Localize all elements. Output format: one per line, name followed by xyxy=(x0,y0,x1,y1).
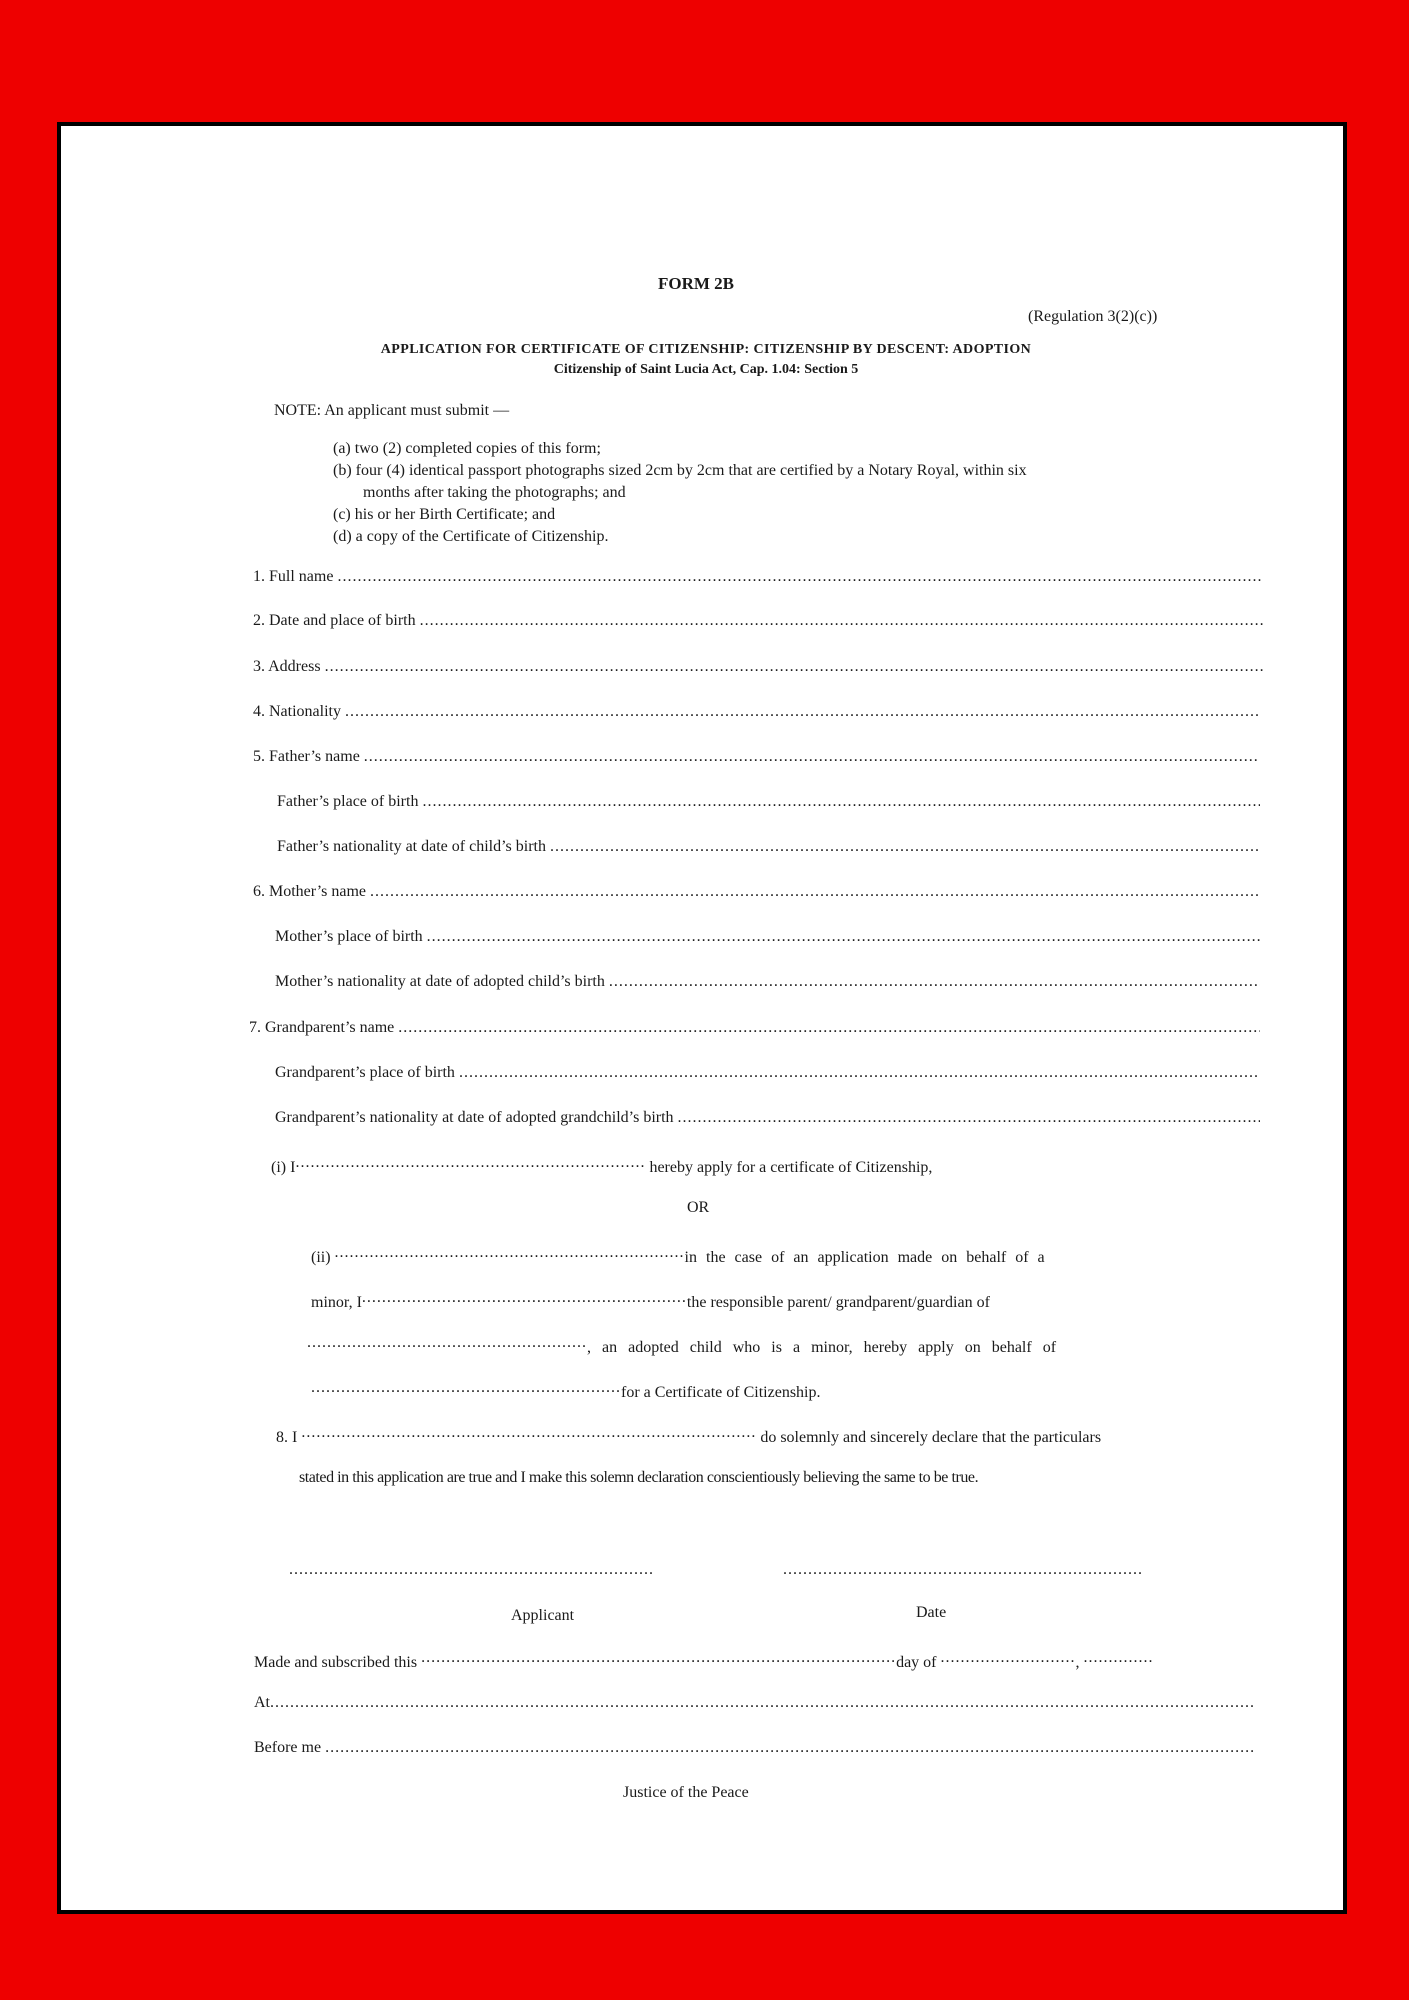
application-option-ii xyxy=(311,1244,1191,1267)
note-intro: NOTE: An applicant must submit — xyxy=(274,402,510,419)
adopted-child-line xyxy=(307,1334,1056,1357)
field-label: 4. Nationality xyxy=(253,703,341,720)
declaration-line-1 xyxy=(276,1424,1101,1447)
option-ii-prefix: (ii) xyxy=(311,1249,331,1266)
declaration-suffix: do solemnly and sincerely declare that the particulars xyxy=(760,1429,1102,1446)
applicant-signature-blank[interactable] xyxy=(289,1561,654,1579)
made-day-blank[interactable] xyxy=(421,1649,896,1667)
behalf-name-blank[interactable] xyxy=(311,1379,621,1397)
comma-label: , xyxy=(1075,1654,1080,1671)
field-label: 6. Mother’s name xyxy=(253,883,367,900)
fill-line xyxy=(370,883,1260,901)
fill-line xyxy=(325,1739,1256,1757)
requirement-item: (a) two (2) completed copies of this form; xyxy=(333,440,601,457)
field-label: 2. Date and place of birth xyxy=(253,612,416,629)
fill-line xyxy=(325,658,1263,676)
applicant-signature-line[interactable] xyxy=(289,1561,654,1584)
applicant-name-blank[interactable] xyxy=(295,1154,645,1172)
made-subscribed-line xyxy=(254,1649,1152,1672)
form-subtitle: Citizenship of Saint Lucia Act, Cap. 1.04: Section 5 xyxy=(553,362,859,377)
field-label: 1. Full name xyxy=(253,568,334,585)
day-of-label: day of xyxy=(896,1654,937,1671)
form-page xyxy=(57,122,1347,1914)
requirement-item: (b) four (4) identical passport photographs sized 2cm by 2cm that are certified by a Notary Royal, within six xyxy=(333,462,1027,479)
form-title: APPLICATION FOR CERTIFICATE OF CITIZENSHIP: CITIZENSHIP BY DESCENT: ADOPTION xyxy=(380,342,1032,357)
father-name-field[interactable] xyxy=(253,748,1258,766)
minor-suffix: the responsible parent/ grandparent/guardian of xyxy=(686,1294,990,1311)
field-label: Father’s place of birth xyxy=(277,793,419,810)
fill-line xyxy=(337,568,1263,586)
fill-line xyxy=(345,703,1258,721)
option-i-suffix: hereby apply for a certificate of Citizenship, xyxy=(649,1159,933,1176)
year-blank[interactable] xyxy=(1084,1649,1152,1667)
requirement-item: (c) his or her Birth Certificate; and xyxy=(333,506,556,523)
grandparent-birthplace-field[interactable] xyxy=(275,1064,1260,1082)
or-separator: OR xyxy=(687,1199,710,1216)
parent-name-blank[interactable] xyxy=(362,1289,687,1307)
month-blank[interactable] xyxy=(941,1649,1076,1667)
made-label: Made and subscribed this xyxy=(254,1654,418,1671)
certificate-suffix: for a Certificate of Citizenship. xyxy=(621,1384,821,1401)
field-label: Father’s nationality at date of child’s birth xyxy=(277,838,546,855)
field-label: Mother’s place of birth xyxy=(275,928,423,945)
mother-name-field[interactable] xyxy=(253,883,1260,901)
field-label: 5. Father’s name xyxy=(253,748,360,765)
fill-line xyxy=(459,1064,1260,1082)
declarant-name-blank[interactable] xyxy=(301,1424,756,1442)
declaration-prefix: 8. I xyxy=(276,1429,298,1446)
field-label: Grandparent’s nationality at date of adopted grandchild’s birth xyxy=(275,1109,674,1126)
at-field[interactable] xyxy=(254,1694,1256,1712)
father-birthplace-field[interactable] xyxy=(277,793,1260,811)
justice-of-peace-label: Justice of the Peace xyxy=(623,1784,749,1801)
fill-line xyxy=(398,1019,1260,1037)
fill-line xyxy=(550,838,1260,856)
full-name-field[interactable] xyxy=(253,568,1263,586)
declaration-line-2: stated in this application are true and I make this solemn declaration conscientiously believing the same to be true. xyxy=(299,1469,979,1486)
before-me-label: Before me xyxy=(254,1739,322,1756)
application-option-i xyxy=(271,1154,932,1177)
field-label: Grandparent’s place of birth xyxy=(275,1064,455,1081)
mother-birthplace-field[interactable] xyxy=(275,928,1260,946)
field-label: 7. Grandparent’s name xyxy=(249,1019,395,1036)
fill-line xyxy=(270,1694,1256,1712)
fill-line xyxy=(420,612,1263,630)
applicant-label: Applicant xyxy=(511,1607,575,1624)
at-label: At xyxy=(254,1694,270,1711)
minor-parent-line xyxy=(311,1289,990,1312)
father-nationality-field[interactable] xyxy=(277,838,1260,856)
minor-name-blank[interactable] xyxy=(335,1244,685,1262)
option-i-prefix: (i) I xyxy=(271,1159,296,1176)
nationality-field[interactable] xyxy=(253,703,1258,721)
child-name-blank[interactable] xyxy=(307,1334,587,1352)
field-label: Mother’s nationality at date of adopted child’s birth xyxy=(275,973,605,990)
date-place-of-birth-field[interactable] xyxy=(253,612,1263,630)
certificate-line xyxy=(311,1379,820,1402)
adopted-suffix: , an adopted child who is a minor, hereby apply on behalf of xyxy=(587,1339,1057,1356)
fill-line xyxy=(422,793,1260,811)
form-number: FORM 2B xyxy=(658,274,735,293)
minor-prefix: minor, I xyxy=(311,1294,362,1311)
before-me-field[interactable] xyxy=(254,1739,1256,1757)
regulation-reference: (Regulation 3(2)(c)) xyxy=(1028,308,1158,325)
field-label: 3. Address xyxy=(253,658,321,675)
mother-nationality-field[interactable] xyxy=(275,973,1260,991)
address-field[interactable] xyxy=(253,658,1263,676)
requirement-item: (d) a copy of the Certificate of Citizenship. xyxy=(333,528,609,545)
option-ii-suffix: in the case of an application made on behalf of a xyxy=(684,1249,1045,1266)
fill-line xyxy=(609,973,1260,991)
date-label: Date xyxy=(916,1604,947,1621)
fill-line xyxy=(364,748,1258,766)
fill-line xyxy=(678,1109,1260,1127)
date-blank[interactable] xyxy=(783,1561,1143,1579)
grandparent-nationality-field[interactable] xyxy=(275,1109,1260,1127)
requirement-item: months after taking the photographs; and xyxy=(363,484,626,501)
fill-line xyxy=(427,928,1260,946)
date-signature-line[interactable] xyxy=(783,1561,1143,1584)
grandparent-name-field[interactable] xyxy=(249,1019,1260,1037)
